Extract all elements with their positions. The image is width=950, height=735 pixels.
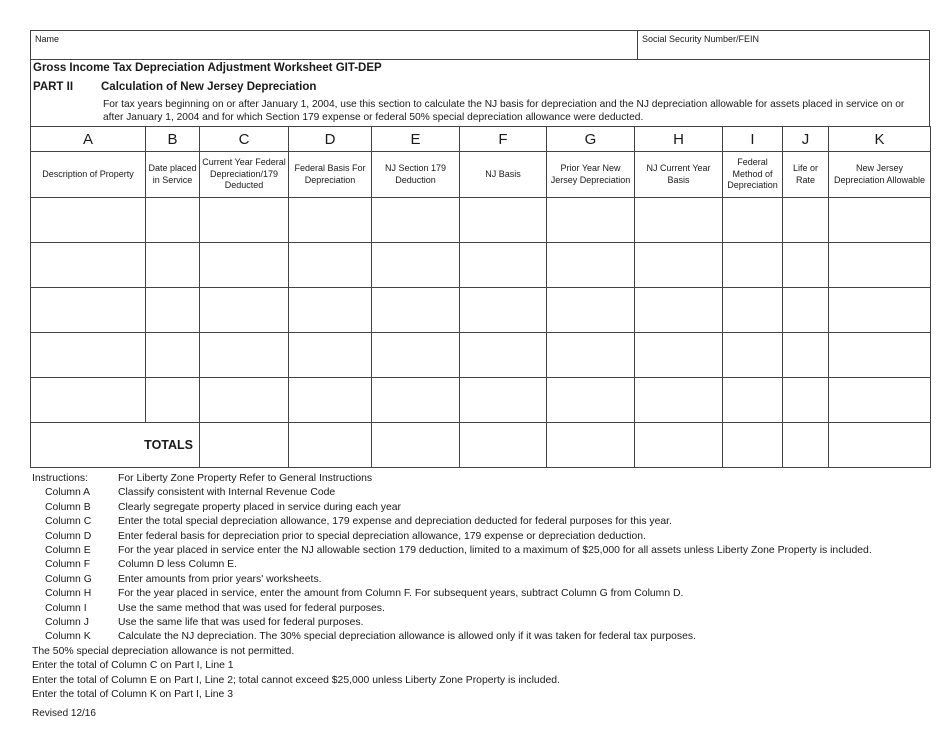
input-cell-a[interactable] bbox=[31, 288, 146, 333]
input-cell-k[interactable] bbox=[829, 378, 931, 423]
instruction-note: Enter the total of Column K on Part I, Line 3 bbox=[32, 689, 233, 701]
input-cell-a[interactable] bbox=[31, 198, 146, 243]
instruction-text: For the year placed in service, enter the amount from Column F. For subsequent years, subtract Column G from Column D. bbox=[118, 588, 684, 600]
column-header-b: Date placed in Service bbox=[146, 152, 200, 198]
input-cell-c[interactable] bbox=[200, 378, 289, 423]
ssn-fein-label: Social Security Number/FEIN bbox=[642, 34, 760, 44]
input-cell-g[interactable] bbox=[547, 288, 635, 333]
input-cell-c[interactable] bbox=[200, 243, 289, 288]
input-cell-e[interactable] bbox=[372, 333, 460, 378]
worksheet-title: Gross Income Tax Depreciation Adjustment Worksheet GIT-DEP bbox=[33, 62, 382, 74]
input-cell-a[interactable] bbox=[31, 243, 146, 288]
instruction-column-label: Column I bbox=[45, 602, 87, 614]
input-cell-d[interactable] bbox=[289, 333, 372, 378]
instruction-column-label: Column H bbox=[45, 588, 92, 600]
instruction-column-label: Column A bbox=[45, 487, 91, 499]
instruction-column-label: Column D bbox=[45, 530, 92, 542]
instruction-item bbox=[32, 587, 932, 601]
part-label: PART II bbox=[33, 81, 74, 93]
input-cell-b[interactable] bbox=[146, 288, 200, 333]
column-header-g: Prior Year New Jersey Depreciation bbox=[547, 152, 635, 198]
instruction-text: Use the same method that was used for federal purposes. bbox=[118, 602, 385, 614]
instruction-column-label: Column J bbox=[45, 617, 89, 629]
column-letter-d: D bbox=[289, 127, 372, 152]
instruction-column-label: Column K bbox=[45, 631, 91, 643]
input-cell-h[interactable] bbox=[635, 333, 723, 378]
input-cell-k[interactable] bbox=[829, 198, 931, 243]
input-cell-f[interactable] bbox=[460, 333, 547, 378]
instruction-item bbox=[32, 558, 932, 572]
instruction-item bbox=[32, 530, 932, 544]
input-cell-h[interactable] bbox=[635, 243, 723, 288]
input-cell-j[interactable] bbox=[783, 378, 829, 423]
column-header-i: Federal Method of Depreciation bbox=[723, 152, 783, 198]
table-row bbox=[31, 378, 931, 423]
instruction-text: Clearly segregate property placed in service during each year bbox=[118, 501, 402, 513]
instruction-column-label: Column E bbox=[45, 545, 91, 557]
instructions bbox=[32, 472, 932, 703]
table-row bbox=[31, 198, 931, 243]
totals-label: TOTALS bbox=[31, 423, 200, 468]
instruction-note: The 50% special depreciation allowance is not permitted. bbox=[32, 645, 295, 657]
instruction-column-label: Column G bbox=[45, 573, 92, 585]
input-cell-d[interactable] bbox=[289, 243, 372, 288]
instruction-note: Enter the total of Column E on Part I, Line 2; total cannot exceed $25,000 unless Liberty Zone Property is included. bbox=[32, 674, 560, 686]
input-cell-b[interactable] bbox=[146, 378, 200, 423]
input-cell-c[interactable] bbox=[200, 333, 289, 378]
column-letter-c: C bbox=[200, 127, 289, 152]
name-label: Name bbox=[35, 34, 60, 44]
input-cell-g[interactable] bbox=[547, 243, 635, 288]
input-cell-i[interactable] bbox=[723, 198, 783, 243]
instruction-item bbox=[32, 486, 932, 500]
total-cell-d[interactable] bbox=[289, 423, 372, 468]
totals-row bbox=[31, 423, 931, 468]
input-cell-e[interactable] bbox=[372, 198, 460, 243]
column-header-d: Federal Basis For Depreciation bbox=[289, 152, 372, 198]
input-cell-j[interactable] bbox=[783, 198, 829, 243]
input-cell-i[interactable] bbox=[723, 333, 783, 378]
input-cell-b[interactable] bbox=[146, 198, 200, 243]
column-letter-k: K bbox=[829, 127, 931, 152]
input-cell-g[interactable] bbox=[547, 378, 635, 423]
column-header-j: Life or Rate bbox=[783, 152, 829, 198]
instruction-text: Column D less Column E. bbox=[118, 559, 237, 571]
input-cell-j[interactable] bbox=[783, 288, 829, 333]
total-cell-g[interactable] bbox=[547, 423, 635, 468]
input-cell-g[interactable] bbox=[547, 333, 635, 378]
column-header-a: Description of Property bbox=[31, 152, 146, 198]
column-letter-i: I bbox=[723, 127, 783, 152]
input-cell-g[interactable] bbox=[547, 198, 635, 243]
input-cell-a[interactable] bbox=[31, 378, 146, 423]
total-cell-i[interactable] bbox=[723, 423, 783, 468]
instruction-column-label: Column C bbox=[45, 516, 92, 528]
column-header-k: New Jersey Depreciation Allowable bbox=[829, 152, 931, 198]
instruction-column-label: Column B bbox=[45, 501, 91, 513]
total-cell-j[interactable] bbox=[783, 423, 829, 468]
input-cell-a[interactable] bbox=[31, 333, 146, 378]
instructions-intro-row bbox=[32, 472, 932, 486]
revision-date: Revised 12/16 bbox=[32, 708, 96, 719]
instruction-item bbox=[32, 630, 932, 644]
instruction-text: Enter the total special depreciation allowance, 179 expense and depreciation deducted for federal purposes for this year. bbox=[118, 516, 672, 528]
input-cell-c[interactable] bbox=[200, 198, 289, 243]
table-row bbox=[31, 243, 931, 288]
column-header-e: NJ Section 179 Deduction bbox=[372, 152, 460, 198]
instruction-item bbox=[32, 616, 932, 630]
part-description: For tax years beginning on or after January 1, 2004, use this section to calculate the NJ basis for depreciation and the NJ depreciation allowable for assets placed in service on or after January 1, 2004 and for which Section 179 expense or federal 50% special depreciation allowance were deducted. bbox=[103, 99, 905, 123]
instruction-item bbox=[32, 602, 932, 616]
input-cell-i[interactable] bbox=[723, 243, 783, 288]
input-cell-d[interactable] bbox=[289, 198, 372, 243]
instruction-text: Enter amounts from prior years' worksheets. bbox=[118, 573, 322, 585]
input-cell-f[interactable] bbox=[460, 378, 547, 423]
instruction-text: For the year placed in service enter the NJ allowable section 179 deduction, limited to a maximum of $25,000 for all assets unless Liberty Zone Property is included. bbox=[118, 545, 872, 557]
column-header-h: NJ Current Year Basis bbox=[635, 152, 723, 198]
input-cell-j[interactable] bbox=[783, 243, 829, 288]
total-cell-c[interactable] bbox=[200, 423, 289, 468]
instruction-item bbox=[32, 544, 932, 558]
part-title: Calculation of New Jersey Depreciation bbox=[101, 81, 317, 93]
column-header-row bbox=[31, 152, 931, 198]
instructions-label: Instructions: bbox=[32, 473, 89, 484]
instruction-column-label: Column F bbox=[45, 559, 91, 571]
input-cell-k[interactable] bbox=[829, 288, 931, 333]
ssn-fein-field[interactable] bbox=[638, 31, 929, 59]
column-letter-j: J bbox=[783, 127, 829, 152]
column-letter-h: H bbox=[635, 127, 723, 152]
instruction-item bbox=[32, 501, 932, 515]
input-cell-f[interactable] bbox=[460, 198, 547, 243]
input-cell-d[interactable] bbox=[289, 288, 372, 333]
total-cell-h[interactable] bbox=[635, 423, 723, 468]
column-header-c: Current Year Federal Depreciation/179 Deducted bbox=[200, 152, 289, 198]
input-cell-f[interactable] bbox=[460, 243, 547, 288]
input-cell-i[interactable] bbox=[723, 378, 783, 423]
instruction-note: Enter the total of Column C on Part I, Line 1 bbox=[32, 660, 234, 672]
name-field[interactable] bbox=[31, 31, 638, 59]
input-cell-i[interactable] bbox=[723, 288, 783, 333]
table-row bbox=[31, 288, 931, 333]
column-letter-f: F bbox=[460, 127, 547, 152]
input-cell-j[interactable] bbox=[783, 333, 829, 378]
input-cell-c[interactable] bbox=[200, 288, 289, 333]
input-cell-h[interactable] bbox=[635, 378, 723, 423]
column-letter-g: G bbox=[547, 127, 635, 152]
instructions-intro: For Liberty Zone Property Refer to General Instructions bbox=[118, 473, 373, 484]
instruction-text: Use the same life that was used for federal purposes. bbox=[118, 617, 364, 629]
column-letter-b: B bbox=[146, 127, 200, 152]
table-row bbox=[31, 333, 931, 378]
instruction-text: Classify consistent with Internal Revenue Code bbox=[118, 487, 336, 499]
header-row bbox=[30, 30, 930, 60]
input-cell-k[interactable] bbox=[829, 243, 931, 288]
input-cell-d[interactable] bbox=[289, 378, 372, 423]
instruction-item bbox=[32, 573, 932, 587]
column-letter-a: A bbox=[31, 127, 146, 152]
column-letter-e: E bbox=[372, 127, 460, 152]
instruction-item bbox=[32, 515, 932, 529]
total-cell-f[interactable] bbox=[460, 423, 547, 468]
column-header-f: NJ Basis bbox=[460, 152, 547, 198]
instruction-text: Enter federal basis for depreciation prior to special depreciation allowance, 179 expense or depreciation deduction. bbox=[118, 530, 646, 542]
input-cell-b[interactable] bbox=[146, 333, 200, 378]
input-cell-h[interactable] bbox=[635, 198, 723, 243]
input-cell-e[interactable] bbox=[372, 378, 460, 423]
total-cell-k[interactable] bbox=[829, 423, 931, 468]
input-cell-k[interactable] bbox=[829, 333, 931, 378]
instruction-text: Calculate the NJ depreciation. The 30% special depreciation allowance is allowed only if it was taken for federal tax purposes. bbox=[118, 631, 696, 643]
input-cell-h[interactable] bbox=[635, 288, 723, 333]
input-cell-f[interactable] bbox=[460, 288, 547, 333]
input-cell-b[interactable] bbox=[146, 243, 200, 288]
input-cell-e[interactable] bbox=[372, 243, 460, 288]
input-cell-e[interactable] bbox=[372, 288, 460, 333]
column-letter-row bbox=[31, 127, 931, 152]
worksheet-title-block bbox=[30, 58, 930, 126]
depreciation-table bbox=[30, 126, 931, 468]
total-cell-e[interactable] bbox=[372, 423, 460, 468]
